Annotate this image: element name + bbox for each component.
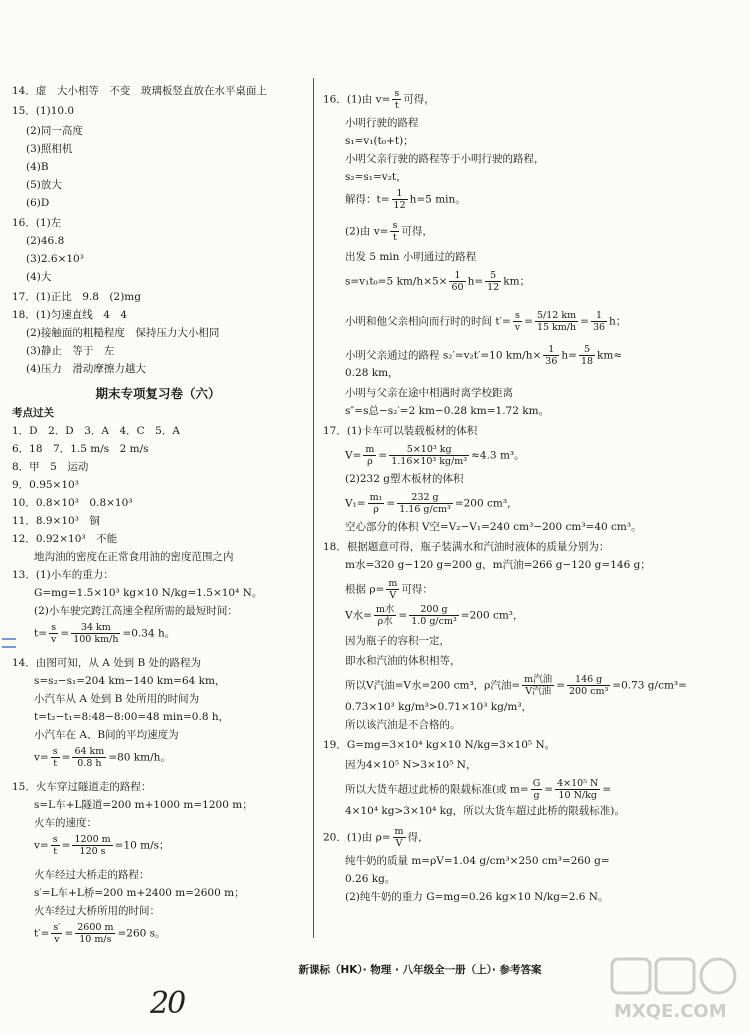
answer-line: (2)纯牛奶的重力 G=mg=0.26 kg×10 N/kg=2.6 N。 xyxy=(345,891,609,903)
formula-line: V= $\frac{m}{\rho}$ = $\frac{\text{5×10³ kg}}{\text{1.16×10³ kg/m³}}$ ≈4.3 m³。 xyxy=(345,444,525,467)
formula-line: s=v₁t₀=5 km/h×5× $\frac{1}{60}$ h= $\frac{5}{12}$ km； xyxy=(345,270,531,293)
answer-line: 火车的速度： xyxy=(34,817,97,829)
answer-line: m水=320 g−120 g=200 g，m汽油=266 g−120 g=146 g； xyxy=(345,559,651,571)
answer-line: 火车经过大桥走的路程： xyxy=(34,869,150,881)
answer-line: (2)小车驶完跨江高速全程所需的最短时间： xyxy=(34,605,238,617)
answer-line: 0.73×10³ kg/m³>0.71×10³ kg/m³， xyxy=(345,701,533,713)
formula-line: t= $\frac{s}{v}$ = $\frac{34 km}{100 km/h}$ =0.34 h。 xyxy=(34,622,176,645)
answer-line: 因为瓶子的容积一定， xyxy=(345,635,450,647)
answer-line: 小汽车在 A、B间的平均速度为 xyxy=(34,729,179,741)
answer-line: 8．甲 5 运动 xyxy=(12,461,89,473)
answer-line: (2)接触面的粗糙程度 保持压力大小相同 xyxy=(26,327,220,339)
answer-line: 18．(1)匀速直线 4 4 xyxy=(12,309,128,321)
answer-line: 13．(1)小车的重力： xyxy=(12,569,114,581)
section-subheading: 考点过关 xyxy=(12,407,54,419)
answer-line: 10．0.8×10³ 0.8×10³ xyxy=(12,497,133,509)
answer-line: 4×10⁴ kg>3×10⁴ kg，所以大货车超过此桥的限载标准)。 xyxy=(345,805,625,817)
answer-line: (4)压力 滑动摩擦力越大 xyxy=(26,363,146,375)
answer-line: 17．(1)正比 9.8 (2)mg xyxy=(12,291,141,303)
answer-line: (4)大 xyxy=(26,271,52,283)
answer-line: 地沟油的密度在正常食用油的密度范围之内 xyxy=(34,551,234,563)
formula-line: t′= $\frac{s'}{v}$ = $\frac{2600 m}{10 m/s}$ =260 s。 xyxy=(34,922,166,945)
formula-line: v= $\frac{s}{t}$ = $\frac{1200 m}{120 s}$ =10 m/s； xyxy=(34,834,170,857)
answer-line: (3)2.6×10³ xyxy=(26,253,84,265)
formula-line: 小明父亲通过的路程 s₂′=v₂t′=10 km/h× $\frac{1}{36}$ h= $\frac{5}{18}$ km≈ xyxy=(345,344,623,367)
answer-line: 即水和汽油的体积相等， xyxy=(345,655,461,667)
formula-line: 20．(1)由 ρ= $\frac{m}{V}$ 得， xyxy=(323,826,429,849)
answer-line: (5)放大 xyxy=(26,179,62,191)
answer-line: s=s₂−s₁=204 km−140 km=64 km， xyxy=(34,675,226,687)
answer-line: (2)46.8 xyxy=(26,235,65,247)
section-heading: 期末专项复习卷（六） xyxy=(95,386,221,401)
svg-text:MXQE.COM: MXQE.COM xyxy=(614,1001,727,1022)
answer-line: 所以该汽油是不合格的。 xyxy=(345,719,461,731)
answer-line: 11．8.9×10³ 铜 xyxy=(12,515,100,527)
page-footer: 新课标（HK）· 物理 · 八年级全一册（上）· 参考答案 xyxy=(298,964,542,976)
answer-line: 小明行驶的路程 xyxy=(345,117,419,129)
answer-line: 小明与父亲在途中相遇时离学校距离 xyxy=(345,387,513,399)
answer-line: 纯牛奶的质量 m=ρV=1.04 g/cm³×250 cm³=260 g= xyxy=(345,855,610,867)
answer-line: 小明父亲行驶的路程等于小明行驶的路程， xyxy=(345,153,545,165)
answer-line: 0.26 kg。 xyxy=(345,873,396,885)
answer-line: G=mg=1.5×10³ kg×10 N/kg=1.5×10⁴ N。 xyxy=(34,587,263,599)
watermark-logo xyxy=(610,955,740,1025)
answer-line: 9．0.95×10³ xyxy=(12,479,79,491)
answer-line: (3)静止 等于 左 xyxy=(26,345,115,357)
answer-line: 出发 5 min 小明通过的路程 xyxy=(345,251,477,263)
answer-line: 1．D 2．D 3．A 4．C 5．A xyxy=(12,425,180,437)
formula-line: 根据 ρ= $\frac{m}{V}$ 可得： xyxy=(345,578,433,601)
answer-line: 空心部分的体积 V空=V₂−V₁=240 cm³−200 cm³=40 cm³。 xyxy=(345,521,642,533)
formula-line: 16．(1)由 v= $\frac{s}{t}$ 可得， xyxy=(323,88,435,111)
answer-line: 15．(1)10.0 xyxy=(12,105,75,117)
answer-line: 因为4×10⁵ N>3×10⁵ N， xyxy=(345,759,477,771)
answer-line: s′=L车+L桥=200 m+2400 m=2600 m； xyxy=(34,887,245,899)
answer-line: s=L车+L隧道=200 m+1000 m=1200 m； xyxy=(34,799,253,811)
answer-line: s₁=v₁(t₀+t)； xyxy=(345,135,414,147)
answer-line: 16．(1)左 xyxy=(12,217,62,229)
answer-line: s″=s总−s₂′=2 km−0.28 km=1.72 km。 xyxy=(345,405,550,417)
answer-line: (2)232 g塑木板材的体积 xyxy=(345,473,464,485)
formula-line: v= $\frac{s}{t}$ = $\frac{64 km}{0.8 h}$ =80 km/h。 xyxy=(34,746,171,769)
answer-line: 火车经过大桥所用的时间： xyxy=(34,905,160,917)
formula-line: 所以大货车超过此桥的限载标准(或 m= $\frac{G}{g}$ = $\frac{\text{4×10⁵ N}}{10 N/kg}$ = xyxy=(345,778,612,801)
answer-line: (4)B xyxy=(26,161,49,173)
answer-line: 19．G=mg=3×10⁴ kg×10 N/kg=3×10⁵ N。 xyxy=(323,739,556,751)
answer-line: 12．0.92×10³ 不能 xyxy=(12,533,118,545)
answer-line: 小汽车从 A 处到 B 处所用的时间为 xyxy=(34,693,200,705)
answer-line: 14．由图可知，从 A 处到 B 处的路程为 xyxy=(12,657,202,669)
handwritten-page-number: 20 xyxy=(150,986,185,1021)
answer-line: 17．(1)卡车可以装载板材的体积 xyxy=(323,425,478,437)
answer-line: (3)照相机 xyxy=(26,143,73,155)
formula-line: (2)由 v= $\frac{s}{t}$ 可得， xyxy=(345,220,433,243)
column-divider xyxy=(313,78,314,938)
formula-line: 所以V汽油=V水=200 cm³，ρ汽油= $\frac{\text{m汽油}}{\text{V汽油}}$ = $\frac{146 g}{\text{200 cm³}}$ =0.73 g/cm³= xyxy=(345,674,687,697)
answer-line: 18．根据题意可得，瓶子装满水和汽油时液体的质量分别为： xyxy=(323,541,610,553)
formula-line: V₁= $\frac{\text{m₁}}{\rho}$ = $\frac{232 g}{\text{1.16 g/cm³}}$ =200 cm³， xyxy=(345,492,518,515)
answer-line: s₂=s₁=v₂t， xyxy=(345,171,407,183)
answer-line: 6．18 7．1.5 m/s 2 m/s xyxy=(12,443,149,455)
formula-line: V水= $\frac{\text{m水}}{\text{ρ水}}$ = $\frac{200 g}{\text{1.0 g/cm³}}$ =200 cm³， xyxy=(345,604,524,627)
answer-line: (2)同一高度 xyxy=(26,125,83,137)
answer-line: 0.28 km， xyxy=(345,367,399,379)
side-mark xyxy=(2,638,16,648)
answer-line: 14．虚 大小相等 不变 玻璃板竖直放在水平桌面上 xyxy=(12,85,267,97)
answer-line: t=t₂−t₁=8:48−8:00=48 min=0.8 h， xyxy=(34,711,230,723)
answer-line: 15．火车穿过隧道走的路程： xyxy=(12,781,152,793)
formula-line: 小明和他父亲相向而行时的时间 t′= $\frac{s}{v}$ = $\frac{5/12 km}{15 km/h}$ = $\frac{1}{36}$ h； xyxy=(345,310,627,333)
formula-line: 解得：t= $\frac{1}{12}$ h=5 min。 xyxy=(345,188,466,211)
answer-line: (6)D xyxy=(26,197,50,209)
